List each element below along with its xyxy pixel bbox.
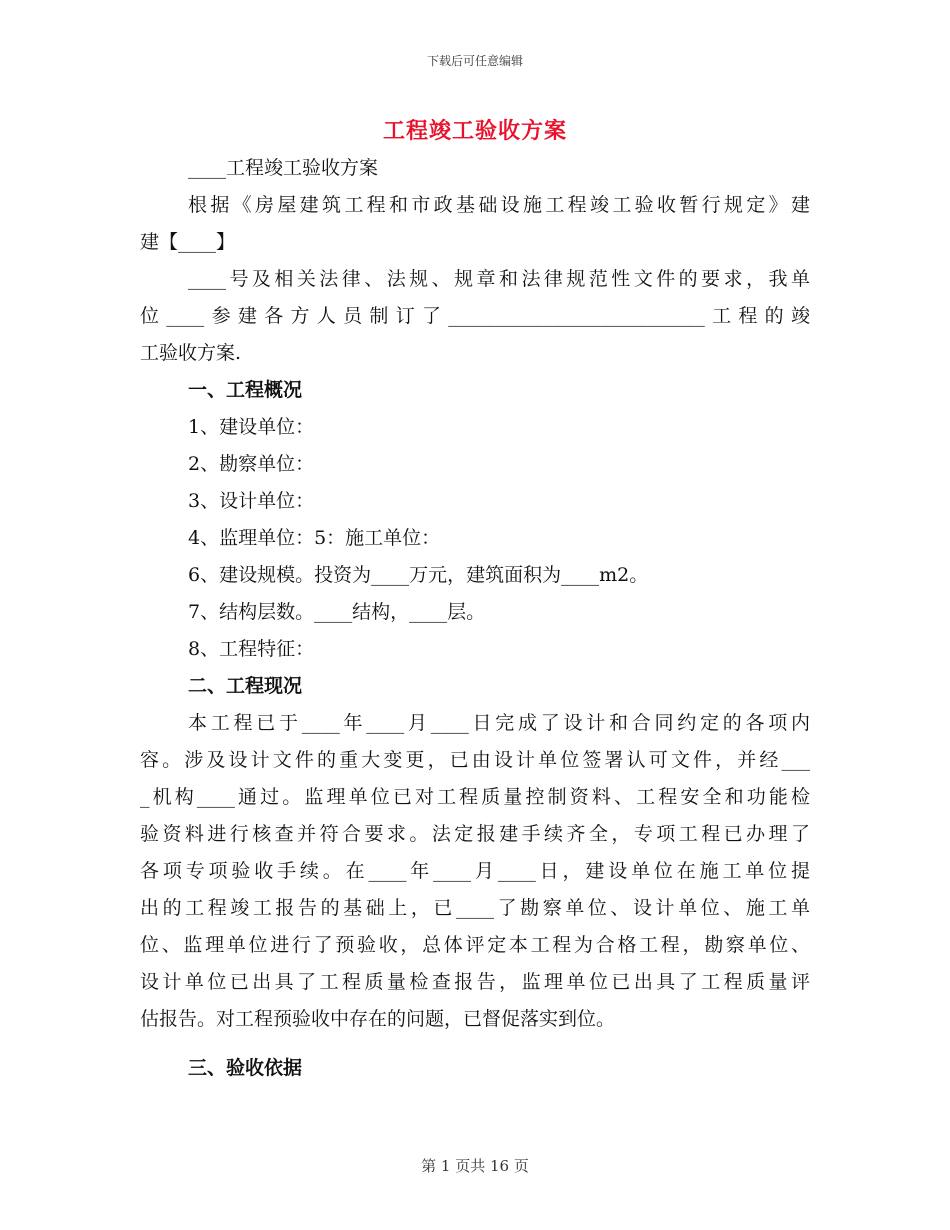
paragraph-basis-line-1: 根据《房屋建筑工程和市政基础设施工程竣工验收暂行规定》建 bbox=[188, 194, 810, 216]
list-item: 6、建设规模。投资为____万元，建筑面积为____m2。 bbox=[188, 564, 649, 586]
section-heading-basis: 三、验收依据 bbox=[188, 1057, 303, 1079]
paragraph-status-line: _机构____通过。监理单位已对工程质量控制资料、工程安全和功能检 bbox=[140, 786, 810, 808]
paragraph-status-line: 各项专项验收手续。在____年____月____日，建设单位在施工单位提 bbox=[140, 860, 810, 882]
list-item: 8、工程特征： bbox=[188, 638, 315, 660]
paragraph-basis-line-2: 建【____】 bbox=[140, 231, 236, 253]
list-item: 2、勘察单位： bbox=[188, 453, 315, 475]
paragraph-status-line: 设计单位已出具了工程质量检查报告，监理单位已出具了工程质量评 bbox=[140, 971, 810, 993]
paragraph-status-line: 位、监理单位进行了预验收，总体评定本工程为合格工程，勘察单位、 bbox=[140, 934, 810, 956]
paragraph-status-line: 估报告。对工程预验收中存在的问题，已督促落实到位。 bbox=[140, 1008, 616, 1030]
paragraph-status-line: 出的工程竣工报告的基础上，已____了勘察单位、设计单位、施工单 bbox=[140, 897, 810, 919]
section-heading-overview: 一、工程概况 bbox=[188, 379, 303, 401]
paragraph-status-line: 容。涉及设计文件的重大变更，已由设计单位签署认可文件，并经___ bbox=[140, 749, 810, 771]
document-title: 工程竣工验收方案 bbox=[382, 118, 567, 144]
paragraph-status-line: 验资料进行核查并符合要求。法定报建手续齐全，专项工程已办理了 bbox=[140, 823, 810, 845]
document-body bbox=[140, 150, 810, 1087]
paragraph-reqs-line-1: ____号及相关法律、法规、规章和法律规范性文件的要求，我单 bbox=[188, 268, 810, 290]
list-item: 3、设计单位： bbox=[188, 490, 315, 512]
paragraph-reqs-line-3: 工验收方案. bbox=[140, 342, 242, 364]
page-number: 第 1 页共 16 页 bbox=[421, 1157, 529, 1175]
section-heading-status: 二、工程现况 bbox=[188, 675, 303, 697]
list-item: 1、建设单位： bbox=[188, 416, 315, 438]
paragraph-intro: ____工程竣工验收方案 bbox=[188, 157, 379, 179]
paragraph-status-line: 本工程已于____年____月____日完成了设计和合同约定的各项内 bbox=[188, 712, 810, 734]
paragraph-reqs-line-2: 位____参建各方人员制订了___________________________工程的竣 bbox=[140, 305, 810, 327]
list-item: 7、结构层数。____结构，____层。 bbox=[188, 601, 486, 623]
page-header-note: 下载后可任意编辑 bbox=[426, 54, 523, 68]
list-item: 4、监理单位：5：施工单位： bbox=[188, 527, 441, 549]
